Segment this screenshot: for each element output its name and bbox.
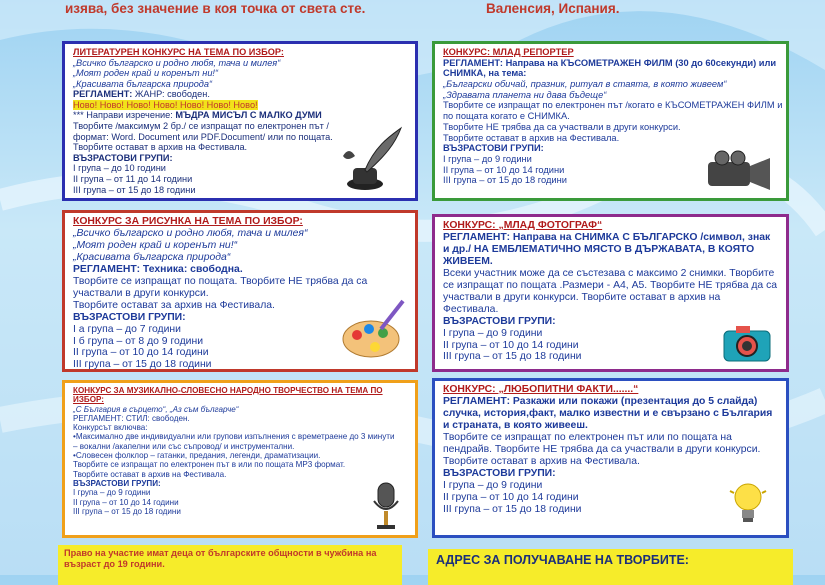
reporter-title: КОНКУРС: МЛАД РЕПОРТЕР (443, 47, 574, 57)
young-reporter-card (432, 41, 789, 201)
facts-regulation: РЕГЛАМЕНТ: Разкажи или покажи (презентация до 5 слайда) случка, история,факт, малко известни и е свързано с България и страната, в която живееш. (443, 395, 773, 431)
literature-new-banner: Ново! Ново! Ново! Ново! Ново! Ново! Ново! (73, 99, 258, 110)
literature-group-1: I група – до 10 години (73, 163, 166, 174)
reporter-group-2: II група – от 10 до 14 години (443, 164, 565, 175)
literature-contest-card (62, 41, 418, 201)
drawing-group-1: I а група – до 7 години (73, 323, 181, 335)
literature-body-1: Творбите /максимум 2 бр./ се изпращат по електронен път /формат: Word. Document или PDF.Document/ или по пощата. (73, 121, 333, 142)
music-title: КОНКУРС ЗА МУЗИКАЛНО-СЛОВЕСНО НАРОДНО ТВОРЧЕСТВО НА ТЕМА ПО ИЗБОР: (73, 386, 383, 405)
photo-group-2: II група – от 10 до 14 години (443, 339, 579, 351)
drawing-title: КОНКУРС ЗА РИСУНКА НА ТЕМА ПО ИЗБОР: (73, 216, 303, 227)
music-body-2: •Словесен фолклор – гатанки, предания, легенди, драматизации. (73, 451, 321, 461)
literature-body-2: Творбите остават в архив на Фестивала. (73, 142, 248, 153)
photo-regulation: РЕГЛАМЕНТ: Направа на СНИМКА С БЪЛГАРСКО /символ, знак и др./ НА ЕМБЛЕМАТИЧНО МЯСТО В ДЪРЖАВАТА, В КОЯТО ЖИВЕЕМ. (443, 231, 771, 267)
photo-group-3: III група – от 15 до 18 години (443, 351, 582, 363)
video-camera-icon (704, 150, 774, 194)
fun-facts-card (432, 378, 789, 538)
drawing-body-1: Творбите се изпращат по пощата. Творбите НЕ трябва да са участвали в други конкурси. (73, 275, 368, 299)
reporter-group-1: I група – до 9 години (443, 153, 532, 164)
music-group-2: II група – от 10 до 14 години (73, 497, 179, 507)
drawing-contest-card (62, 210, 418, 372)
facts-group-2: II група – от 10 до 14 години (443, 491, 579, 503)
reporter-age-title: ВЪЗРАСТОВИ ГРУПИ: (443, 143, 544, 154)
drawing-theme-1: „Всичко българско и родно любя, тача и милея“ (73, 227, 308, 239)
top-left-line: изява, без значение в коя точка от света сте. (65, 1, 366, 16)
microphone-icon (369, 481, 403, 531)
young-photographer-card (432, 214, 789, 372)
drawing-theme-2: „Моят роден край и коренът ни!“ (73, 239, 238, 251)
music-body-1: •Максимално две индивидуални или групови изпълнения с времетраене до 3 минути – вокални /акапелни или със съпровод/ и инструментални. (73, 432, 395, 451)
literature-theme-2: „Моят роден край и коренът ни!“ (73, 68, 219, 79)
address-title: АДРЕС ЗА ПОЛУЧАВАНЕ НА ТВОРБИТЕ: (436, 553, 689, 567)
music-body-3: Творбите се изпращат по електронен път в или по пощата MP3 формат. Творбите остават в архив на Фестивала. (73, 460, 346, 479)
eligibility-box (58, 545, 402, 585)
photo-age-title: ВЪЗРАСТОВИ ГРУПИ: (443, 315, 556, 327)
literature-theme-1: „Всичко българско и родно любя, тача и милея“ (73, 57, 281, 68)
light-bulb-icon (728, 481, 768, 527)
drawing-age-title: ВЪЗРАСТОВИ ГРУПИ: (73, 311, 186, 323)
drawing-group-3: II група – от 10 до 14 години (73, 347, 209, 359)
reporter-body-3: Творбите остават в архив на Фестивала. (443, 132, 620, 143)
reporter-body-2: Творбите НЕ трябва да са участвали в други конкурси. (443, 121, 681, 132)
eligibility-text: Право на участие имат деца от българските общности в чужбина на възраст до 19 години. (64, 548, 377, 570)
literature-regulation-label: РЕГЛАМЕНТ: (73, 89, 133, 100)
facts-body: Творбите се изпращат по електронен път или по пощата на пендрайв. Творбите НЕ трябва да са участвали в други конкурси. Творбите остават в архив на Фестивала. (443, 431, 761, 467)
facts-group-1: I група – до 9 години (443, 479, 543, 491)
top-right-line: Валенсия, Испания. (486, 1, 620, 16)
photo-group-1: I група – до 9 години (443, 327, 543, 339)
quill-inkpot-icon (335, 126, 405, 192)
literature-theme-3: „Красивата българска природа“ (73, 78, 213, 89)
literature-special-title: МЪДРА МИСЪЛ С МАЛКО ДУМИ (172, 110, 322, 121)
photo-camera-icon (722, 323, 772, 363)
music-age-title: ВЪЗРАСТОВИ ГРУПИ: (73, 478, 161, 488)
music-contest-card (62, 380, 418, 538)
facts-title: КОНКУРС: „ЛЮБОПИТНИ ФАКТИ.......“ (443, 384, 639, 395)
reporter-group-3: III група – от 15 до 18 години (443, 175, 567, 186)
music-regulation: РЕГЛАМЕНТ: СТИЛ: свободен. (73, 413, 190, 423)
reporter-theme-1: „Български обичай, празник, ритуал в стаята, в която живеем“ (443, 79, 727, 90)
music-includes: Конкурсът включва: (73, 423, 148, 433)
literature-special-prefix: *** Направи изречение: (73, 110, 173, 121)
music-theme: „С България в сърцето“, „Аз съм българче“ (73, 404, 239, 414)
literature-age-title: ВЪЗРАСТОВИ ГРУПИ: (73, 152, 173, 163)
reporter-regulation: РЕГЛАМЕНТ: Направа на КЪСОМЕТРАЖЕН ФИЛМ (30 до 60секунди) или СНИМКА, на тема: (443, 57, 777, 79)
address-box (428, 549, 793, 585)
reporter-theme-2: „Здравата планета ни дава бъдеще“ (443, 89, 607, 100)
reporter-body-1: Творбите се изпращат по електронен път /когато е КЪСОМЕТРАЖЕН ФИЛМ и по пощата когато е СНИМКА. (443, 100, 783, 122)
paint-palette-icon (341, 299, 405, 361)
drawing-group-4: III група – от 15 до 18 години (73, 359, 212, 371)
drawing-body-2: Творбите остават за архив на Фестивала. (73, 299, 275, 311)
photo-body: Всеки участник може да се състезава с максимо 2 снимки. Творбите се изпращат по пощата .Размери - А4, А5. Творбите НЕ трябва да са участвали в други конкурси. Творбите остават в архив на Фестивала. (443, 267, 778, 315)
photo-title: КОНКУРС: „МЛАД ФОТОГРАФ“ (443, 220, 603, 231)
music-group-1: I група – до 9 години (73, 488, 151, 498)
literature-regulation-text: ЖАНР: свободен. (132, 89, 210, 100)
drawing-regulation: РЕГЛАМЕНТ: Техника: свободна. (73, 263, 243, 275)
music-group-3: III група – от 15 до 18 години (73, 506, 181, 516)
literature-group-3: III група – от 15 до 18 години (73, 184, 196, 195)
drawing-theme-3: „Красивата българска природа“ (73, 251, 231, 263)
facts-age-title: ВЪЗРАСТОВИ ГРУПИ: (443, 467, 556, 479)
drawing-group-2: I б група – от 8 до 9 години (73, 335, 203, 347)
literature-group-2: II група – от 11 до 14 години (73, 173, 193, 184)
facts-group-3: III група – от 15 до 18 години (443, 503, 582, 515)
literature-title: ЛИТЕРАТУРЕН КОНКУРС НА ТЕМА ПО ИЗБОР: (73, 47, 284, 57)
